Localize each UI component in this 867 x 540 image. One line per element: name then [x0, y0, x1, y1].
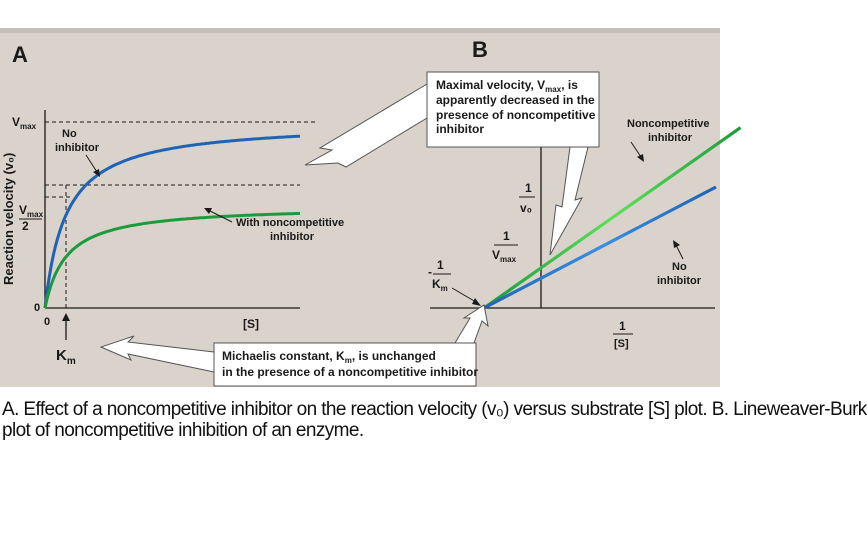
vmax-callout-text: Maximal velocity, $V_{max}$, is apparently decreased in the presence of noncompetitive inhibitor — [436, 78, 596, 136]
panel-a-origin-y: 0 — [34, 302, 41, 314]
panel-b-inv-s-num: 1 — [619, 319, 626, 333]
figure-top-strip — [0, 28, 720, 33]
panel-a-origin-x: 0 — [44, 316, 51, 328]
panel-b-neg-km-den: $K_m$ — [432, 277, 448, 293]
km-callout-text: Michaelis constant, $K_m$, is unchanged in the presence of a noncompetitive inhibitor — [222, 349, 479, 379]
panel-b-noncompetitive-label: Noncompetitive inhibitor — [627, 118, 710, 144]
figure-background — [0, 32, 720, 387]
panel-b-neg-km-num: 1 — [437, 258, 444, 272]
panel-b-inv-v0-num: 1 — [525, 181, 532, 195]
caption-line-2: plot of noncompetitive inhibition of an enzyme. — [2, 420, 364, 441]
panel-a-noncompetitive-label: With noncompetitive inhibitor — [236, 217, 345, 243]
figure-caption — [2, 399, 867, 441]
panel-a-xlabel: [S] — [243, 317, 259, 331]
panel-b-inv-vmax-den: $V_{max}$ — [492, 248, 517, 264]
panel-a-no-inhibitor-label: No inhibitor — [55, 128, 99, 154]
caption-line-1: A. Effect of a noncompetitive inhibitor on the reaction velocity (v₀) versus substrate [S] plot. B. Lineweaver-Burk — [2, 399, 867, 420]
panel-b-no-inhibitor-label: No inhibitor — [657, 261, 701, 287]
panel-a-vmax2-den: 2 — [22, 219, 29, 233]
panel-b-inv-vmax-num: 1 — [503, 229, 510, 243]
panel-a-label: A — [12, 42, 28, 67]
panel-a-km-label: $K_m$ — [56, 347, 76, 367]
panel-b-inv-v0-den: v₀ — [520, 201, 533, 215]
panel-a-ylabel: Reaction velocity (v₀) — [1, 152, 16, 285]
panel-b-label: B — [472, 37, 488, 62]
panel-b-neg-sign: - — [428, 265, 432, 279]
panel-a-vmax-tick: $V_{max}$ — [12, 115, 37, 131]
panel-a-vmax2-tick: $V_{max}$ — [19, 203, 44, 219]
panel-b-inv-s-den: [S] — [614, 338, 629, 350]
